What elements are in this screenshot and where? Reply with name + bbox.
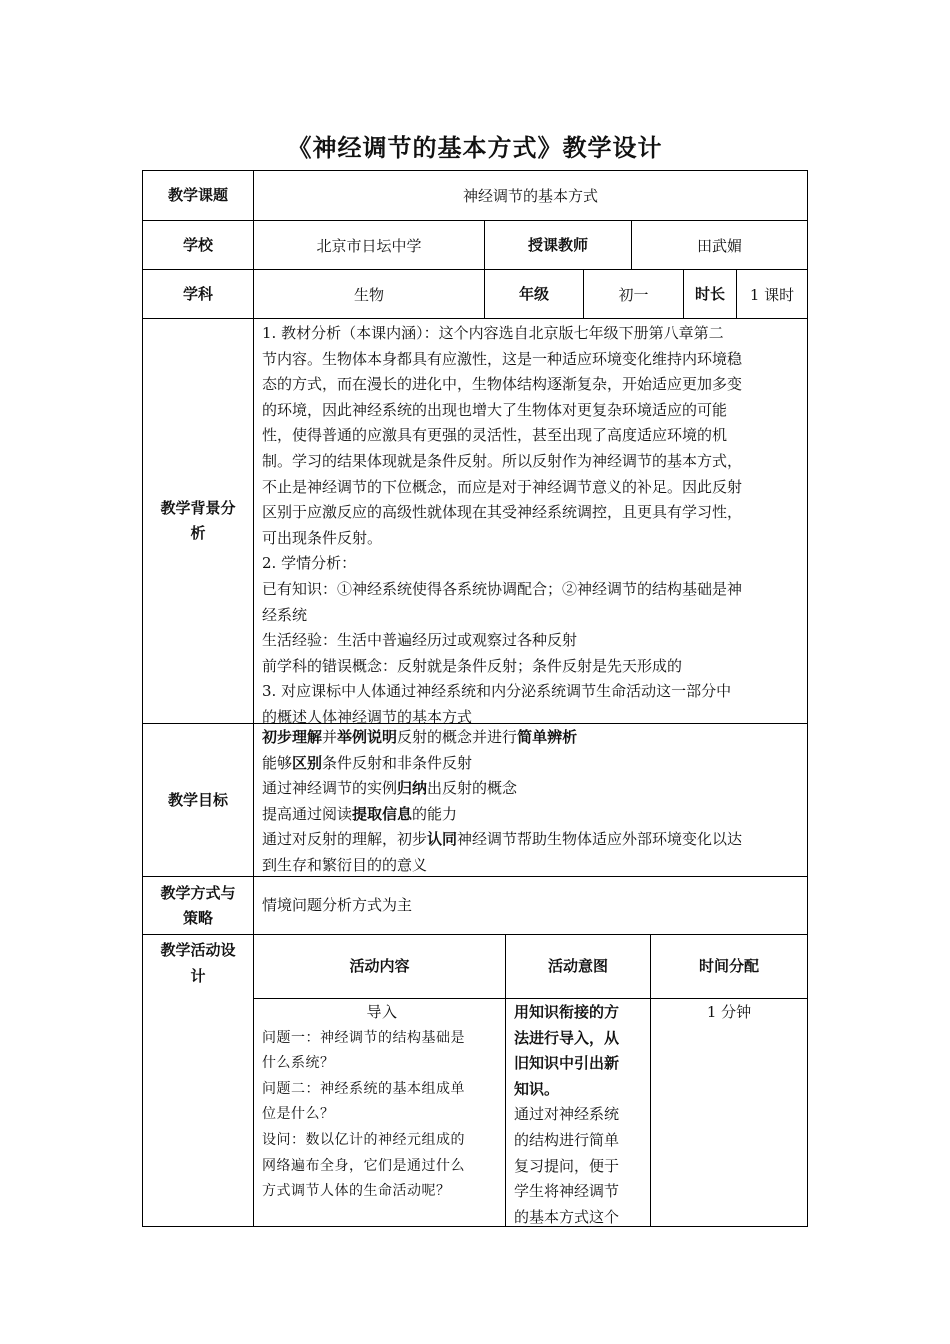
objective-1: 初步理解并举例说明反射的概念并进行简单辨析 xyxy=(262,728,578,746)
content-title: 导入 xyxy=(366,1003,398,1021)
activity-time: 1 分钟 xyxy=(706,1003,752,1021)
activity-content: 导入 问题一：神经调节的结构基础是 什么系统？ 问题二：神经系统的基本组成单 位是什么？ 设问：数以亿计的神经元组成的 网络遍布全身，它们是通过什么 方式调节人体的生命活动呢？ xyxy=(262,1000,502,1205)
subject-value: 生物 xyxy=(353,285,384,304)
duration-value: 1 课时 xyxy=(749,285,795,304)
objectives-text: 初步理解并举例说明反射的概念并进行简单辨析 能够区别条件反射和非条件反射 通过神经调节的实例归纳出反射的概念 提高通过阅读提取信息的能力 通过对反射的理解，初步认同神经调节帮助生物体适应外部环境变化以达 到生存和繁衍目的的意义 xyxy=(262,725,804,879)
objectives-label: 教学目标 xyxy=(167,790,228,809)
teacher-value: 田武媚 xyxy=(696,236,742,255)
topic-label: 教学课题 xyxy=(167,186,228,204)
topic-value: 神经调节的基本方式 xyxy=(462,187,598,205)
background-label: 教学背景分 析 xyxy=(160,499,236,542)
method-label: 教学方式与 策略 xyxy=(160,883,236,927)
activity-label: 教学活动设 计 xyxy=(160,941,236,985)
duration-label: 时长 xyxy=(694,284,725,303)
header-time: 时间分配 xyxy=(698,957,759,975)
activity-intent: 用知识衔接的方 法进行导入，从 旧知识中引出新 知识。 通过对神经系统 的结构进行简单 复习提问，便于 学生将神经调节 的基本方式这个 xyxy=(514,1003,620,1226)
objective-2: 能够区别条件反射和非条件反射 xyxy=(262,753,473,772)
objective-5: 通过对反射的理解，初步认同神经调节帮助生物体适应外部环境变化以达 xyxy=(262,830,743,849)
grade-label: 年级 xyxy=(518,284,549,303)
header-content: 活动内容 xyxy=(349,957,410,975)
subject-label: 学科 xyxy=(182,284,213,303)
background-text: 1. 教材分析（本课内涵）：这个内容选自北京版七年级下册第八章第二 节内容。生物体本身都具有应激性，这是一种适应环境变化维持内环境稳 态的方式，而在漫长的进化中，生物体结构逐渐复杂，开始适应更加多变 的环境，因此神经系统的出现也增大了生物体对更复杂环境适应的可能 性，使得普通的应激具有更强的灵活性，甚至出现了高度适应环境的机 制。学习的结果体现就是条件反射。所以反射作为神经调节的基本方式， 不止是神经调节的下位概念，而应是对于神经调节意义的补足。因此反射 区别于应激反应的高级性就体现在其受神经系统调控，且更具有学习性， 可出现条件反射。 2. 学情分析： 已有知识：①神经系统使得各系统协调配合；②神经调节的结构基础是神 经系统 生活经验：生活中普遍经历过或观察过各种反射 前学科的错误概念：反射就是条件反射；条件反射是先天形成的 3. 对应课标中人体通过神经系统和内分泌系统调节生命活动这一部分中 的概述人体神经调节的基本方式 xyxy=(262,324,743,726)
page-title: 《神经调节的基本方式》教学设计 xyxy=(287,134,663,162)
school-label: 学校 xyxy=(182,235,213,254)
header-intent: 活动意图 xyxy=(547,957,608,975)
teacher-label: 授课教师 xyxy=(527,235,588,254)
school-value: 北京市日坛中学 xyxy=(316,236,422,255)
objective-3: 通过神经调节的实例归纳出反射的概念 xyxy=(262,779,518,798)
method-value: 情境问题分析方式为主 xyxy=(262,895,413,914)
grade-value: 初一 xyxy=(618,285,649,304)
objective-4: 提高通过阅读提取信息的能力 xyxy=(262,804,458,823)
lesson-plan-table xyxy=(142,170,808,1227)
